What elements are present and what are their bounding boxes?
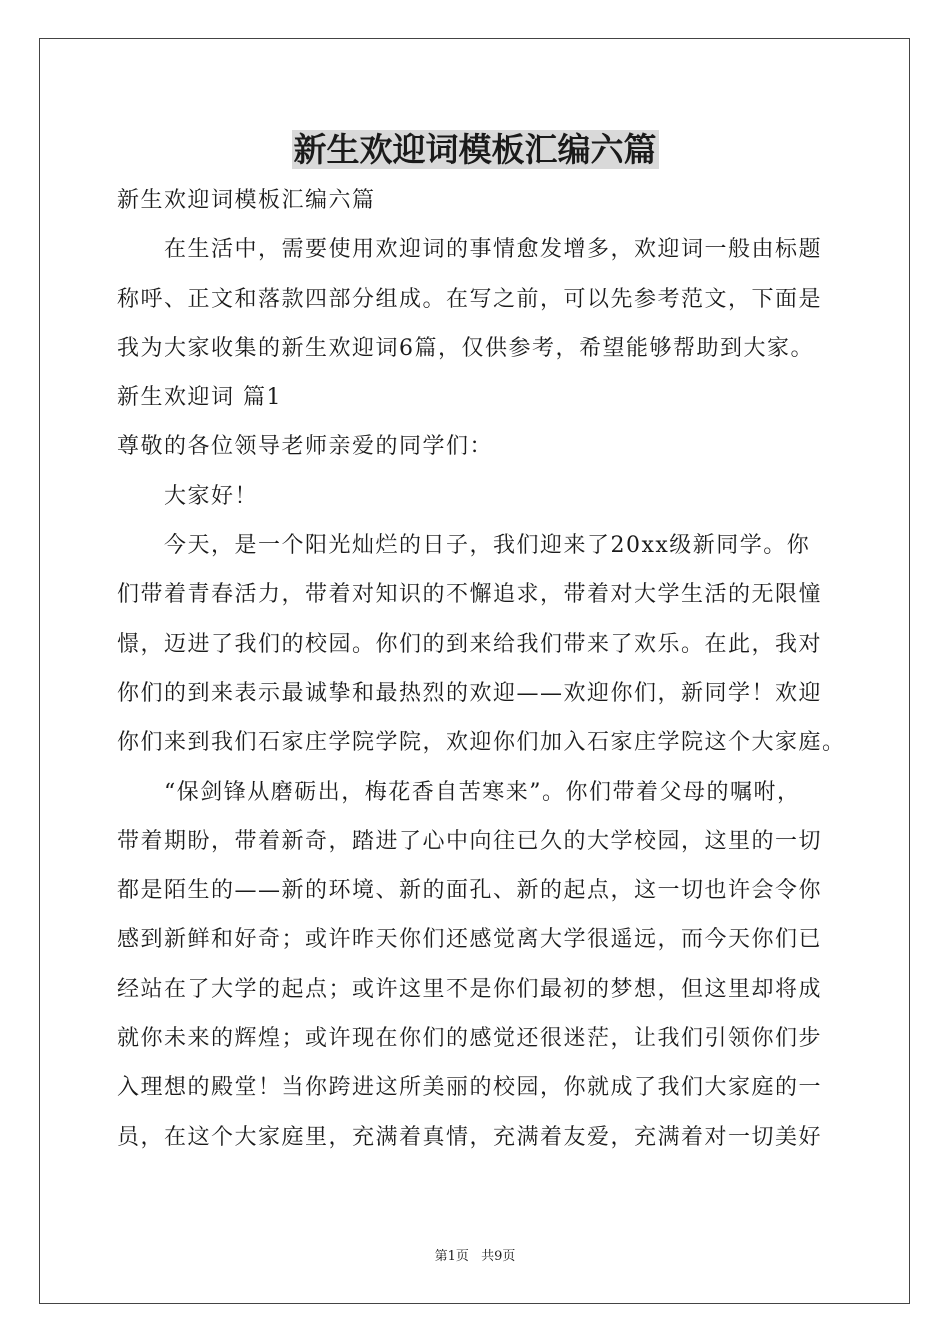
text-line: 大家好！ <box>164 483 259 509</box>
text-line: 经站在了大学的起点；或许这里不是你们最初的梦想，但这里却将成 <box>117 976 823 1002</box>
text-line: 称呼、正文和落款四部分组成。在写之前，可以先参考范文，下面是 <box>117 286 823 312</box>
text-line: 你们的到来表示最诚挚和最热烈的欢迎——欢迎你们，新同学！欢迎 <box>117 680 823 706</box>
text-line: 感到新鲜和好奇；或许昨天你们还感觉离大学很遥远，而今天你们已 <box>117 927 823 953</box>
page-number: 第1页 <box>434 1249 469 1264</box>
text-line: 你们来到我们石家庄学院学院，欢迎你们加入石家庄学院这个大家庭。 <box>117 730 846 756</box>
page-total: 共9页 <box>481 1249 516 1264</box>
document-body <box>117 176 846 1162</box>
text-line: 员，在这个大家庭里，充满着真情，充满着友爱，充满着对一切美好 <box>117 1124 823 1150</box>
text-line: 入理想的殿堂！当你跨进这所美丽的校园，你就成了我们大家庭的一 <box>117 1075 823 1101</box>
text-line: “保剑锋从磨砺出，梅花香自苦寒来”。你们带着父母的嘱咐， <box>164 779 801 805</box>
text-line: 带着期盼，带着新奇，踏进了心中向往已久的大学校园，这里的一切 <box>117 828 823 854</box>
text-line: 新生欢迎词模板汇编六篇 <box>117 188 376 213</box>
text-line: 憬，迈进了我们的校园。你们的到来给我们带来了欢乐。在此，我对 <box>117 631 823 657</box>
text-line: 就你未来的辉煌；或许现在你们的感觉还很迷茫，让我们引领你们步 <box>117 1026 823 1052</box>
text-line: 们带着青春活力，带着对知识的不懈追求，带着对大学生活的无限憧 <box>117 582 823 608</box>
text-line: 我为大家收集的新生欢迎词6篇，仅供参考，希望能够帮助到大家。 <box>117 335 814 361</box>
text-line: 在生活中，需要使用欢迎词的事情愈发增多，欢迎词一般由标题 <box>164 237 823 263</box>
text-line: 新生欢迎词 篇1 <box>117 385 282 411</box>
document-title-text: 新生欢迎词模板汇编六篇 <box>293 130 657 169</box>
text-line: 今天，是一个阳光灿烂的日子，我们迎来了20xx级新同学。你 <box>164 533 811 559</box>
document-title <box>0 128 950 172</box>
page-footer <box>0 1245 950 1264</box>
text-line: 尊敬的各位领导老师亲爱的同学们： <box>117 434 494 460</box>
text-line: 都是陌生的——新的环境、新的面孔、新的起点，这一切也许会令你 <box>117 878 823 904</box>
